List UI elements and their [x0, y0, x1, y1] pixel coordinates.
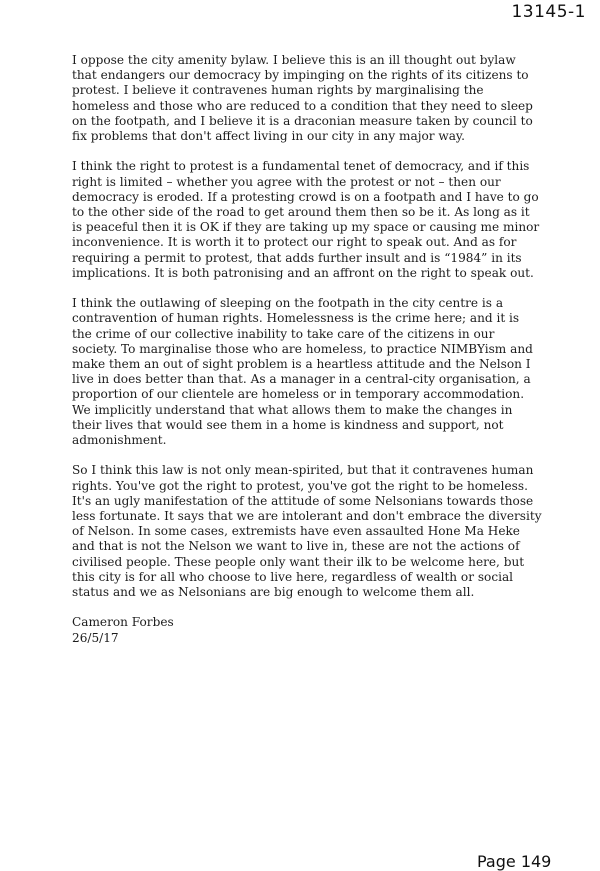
signature-name: Cameron Forbes: [72, 615, 174, 630]
paragraph: I oppose the city amenity bylaw. I believe this is an ill thought out bylaw that endangers our democracy by impinging on the rights of its citizens to protest. I believe it contravenes human rights by marginalising the homeless and those who are reduced to a condition that they need to sleep on the footpath, and I believe it is a draconian measure taken by council to fix problems that don't affect living in our city in any major way.: [72, 53, 533, 144]
letter-body: [72, 53, 542, 646]
paragraph: So I think this law is not only mean-spirited, but that it contravenes human rights. You've got the right to protest, you've got the right to be homeless. It's an ugly manifestation of the attitude of some Nelsonians towards those less fortunate. It says that we are intolerant and don't embrace the diversity of Nelson. In some cases, extremists have even assaulted Hone Ma Heke and that is not the Nelson we want to live in, these are not the actions of civilised people. These people only want their ilk to be welcome here, but this city is for all who choose to live here, regardless of wealth or social status and we as Nelsonians are big enough to welcome them all.: [72, 463, 542, 600]
paragraph: I think the outlawing of sleeping on the footpath in the city centre is a contravention of human rights. Homelessness is the crime here; and it is the crime of our collective inability to take care of the citizens in our society. To marginalise those who are homeless, to practice NIMBYism and make them an out of sight problem is a heartless attitude and the Nelson I live in does better than that. As a manager in a central-city organisation, a proportion of our clientele are homeless or in temporary accommodation. We implicitly understand that what allows them to make the changes in their lives that would see them in a home is kindness and support, not admonishment.: [72, 296, 533, 448]
paragraph: I think the right to protest is a fundamental tenet of democracy, and if this right is limited – whether you agree with the protest or not – then our democracy is eroded. If a protesting crowd is on a footpath and I have to go to the other side of the road to get around them then so be it. As long as it is peaceful then it is OK if they are taking up my space or causing me minor inconvenience. It is worth it to protect our right to speak out. And as for requiring a permit to protest, that adds further insult and is “1984” in its implications. It is both patronising and an affront on the right to speak out.: [72, 159, 540, 280]
signature-date: 26/5/17: [72, 630, 119, 645]
document-id: 13145-1: [511, 2, 586, 22]
signature-block: [72, 615, 542, 645]
page-number: Page 149: [477, 852, 552, 871]
